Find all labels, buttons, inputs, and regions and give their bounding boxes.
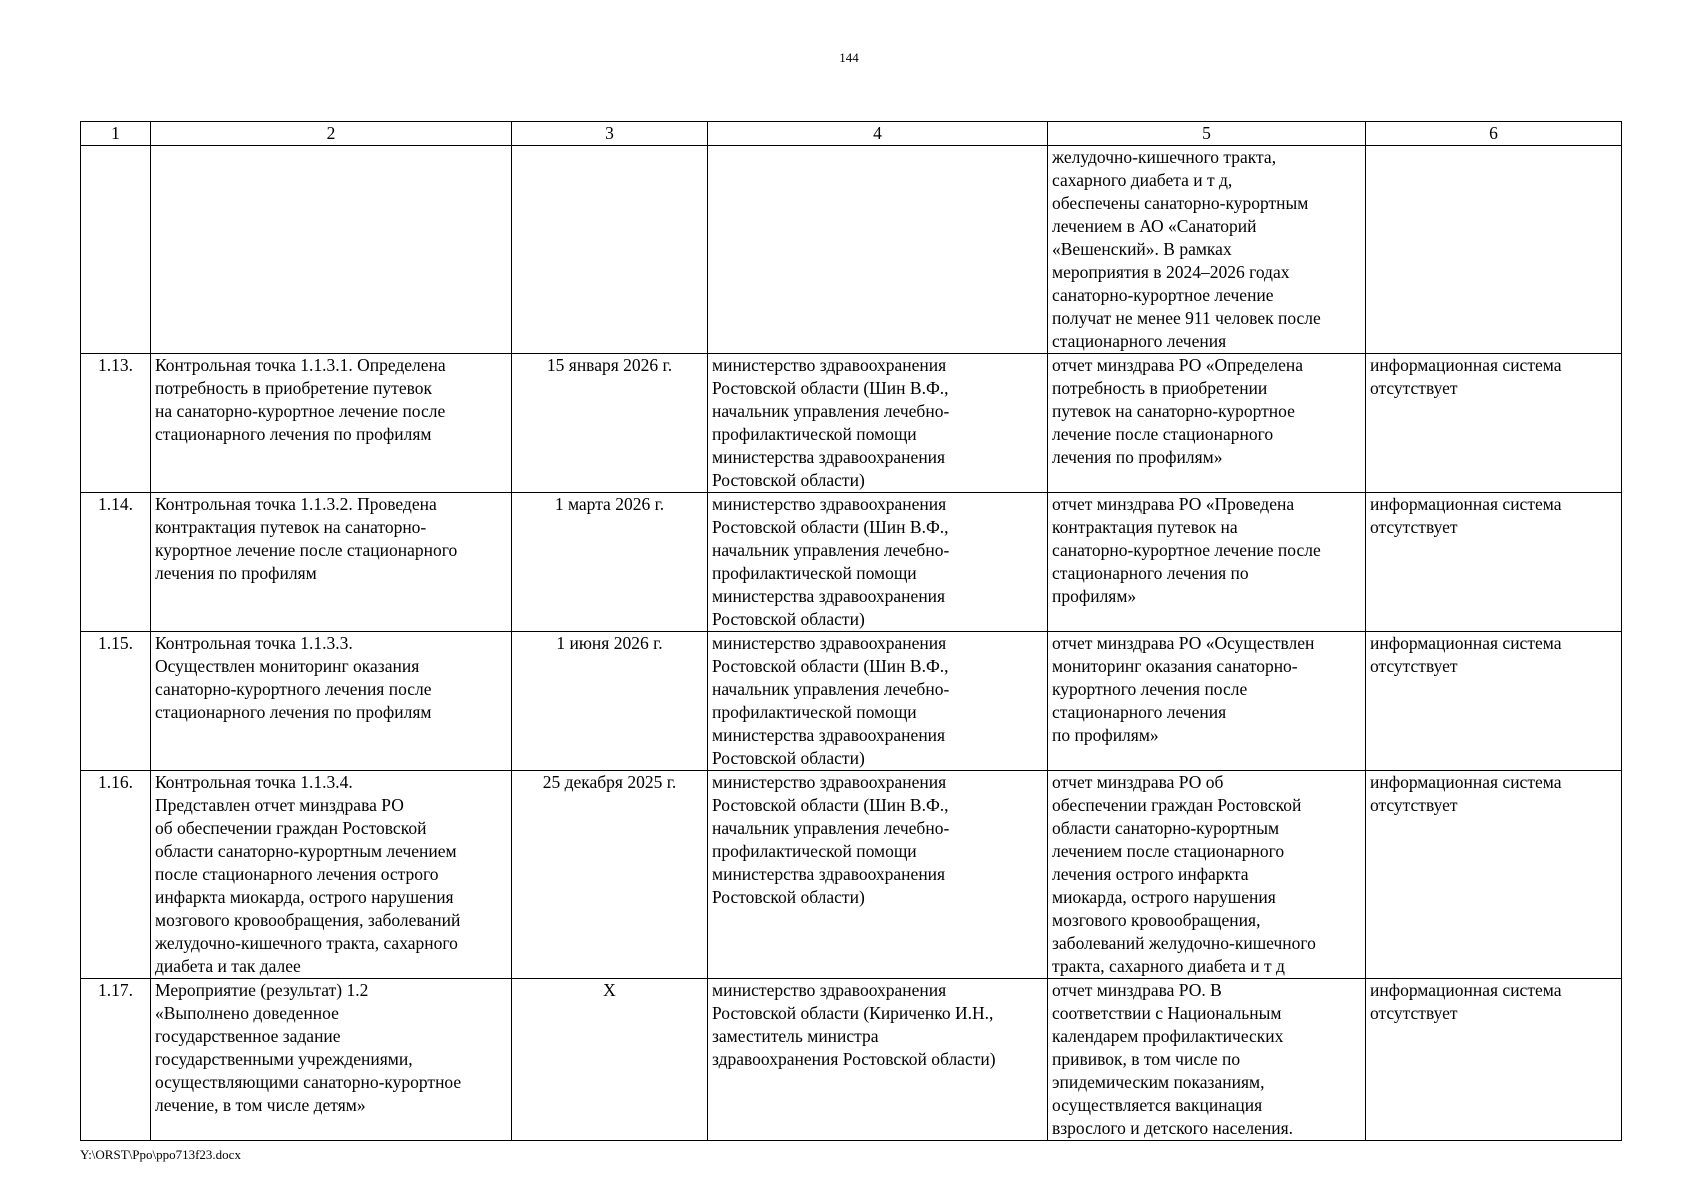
cell-number: 1.16.: [81, 771, 151, 979]
cell-name: Контрольная точка 1.1.3.1. Определена потребность в приобретение путевок на санаторно-курортное лечение после стационарного лечения по профилям: [151, 354, 512, 493]
cell-responsible: [708, 146, 1048, 354]
column-header: 2: [151, 122, 512, 146]
cell-result: отчет минздрава РО «Определена потребность в приобретении путевок на санаторно-курортное лечение после стационарного лечения по профилям»: [1048, 354, 1366, 493]
cell-responsible: министерство здравоохранения Ростовской области (Шин В.Ф., начальник управления лечебно- профилактической помощи министерства здравоохранения Ростовской области): [708, 354, 1048, 493]
cell-system: информационная система отсутствует: [1366, 632, 1622, 771]
table-row: [81, 632, 1622, 771]
cell-date: 15 января 2026 г.: [512, 354, 708, 493]
cell-result: отчет минздрава РО «Проведена контрактация путевок на санаторно-курортное лечение после стационарного лечения по профилям»: [1048, 493, 1366, 632]
cell-date: 25 декабря 2025 г.: [512, 771, 708, 979]
cell-date: [512, 146, 708, 354]
cell-number: 1.14.: [81, 493, 151, 632]
cell-result: отчет минздрава РО об обеспечении граждан Ростовской области санаторно-курортным лечением после стационарного лечения острого инфаркта миокарда, острого нарушения мозгового кровообращения, заболеваний желудочно-кишечного тракта, сахарного диабета и т д: [1048, 771, 1366, 979]
cell-number: [81, 146, 151, 354]
cell-date: X: [512, 979, 708, 1141]
cell-result: желудочно-кишечного тракта, сахарного диабета и т д, обеспечены санаторно-курортным лечением в АО «Санаторий «Вешенский». В рамках мероприятия в 2024–2026 годах санаторно-курортное лечение получат не менее 911 человек после стационарного лечения: [1048, 146, 1366, 354]
table-row: [81, 771, 1622, 979]
cell-result: отчет минздрава РО. В соответствии с Национальным календарем профилактических прививок, в том числе по эпидемическим показаниям, осуществляется вакцинация взрослого и детского населения.: [1048, 979, 1366, 1141]
table-row: [81, 493, 1622, 632]
cell-system: информационная система отсутствует: [1366, 493, 1622, 632]
column-header: 1: [81, 122, 151, 146]
column-header: 6: [1366, 122, 1622, 146]
cell-responsible: министерство здравоохранения Ростовской области (Шин В.Ф., начальник управления лечебно- профилактической помощи министерства здравоохранения Ростовской области): [708, 771, 1048, 979]
cell-date: 1 июня 2026 г.: [512, 632, 708, 771]
cell-system: информационная система отсутствует: [1366, 771, 1622, 979]
cell-responsible: министерство здравоохранения Ростовской области (Кириченко И.Н., заместитель министра здравоохранения Ростовской области): [708, 979, 1048, 1141]
cell-name: Мероприятие (результат) 1.2 «Выполнено доведенное государственное задание государственными учреждениями, осуществляющими санаторно-курортное лечение, в том числе детям»: [151, 979, 512, 1141]
cell-number: 1.17.: [81, 979, 151, 1141]
table-row: [81, 979, 1622, 1141]
cell-name: Контрольная точка 1.1.3.2. Проведена контрактация путевок на санаторно- курортное лечение после стационарного лечения по профилям: [151, 493, 512, 632]
cell-system: информационная система отсутствует: [1366, 354, 1622, 493]
page-number: 144: [839, 50, 859, 65]
table-row: [81, 354, 1622, 493]
cell-system: информационная система отсутствует: [1366, 979, 1622, 1141]
cell-result: отчет минздрава РО «Осуществлен мониторинг оказания санаторно- курортного лечения после стационарного лечения по профилям»: [1048, 632, 1366, 771]
table-header-row: [81, 122, 1622, 146]
table-row: [81, 146, 1622, 354]
cell-name: Контрольная точка 1.1.3.3. Осуществлен мониторинг оказания санаторно-курортного лечения после стационарного лечения по профилям: [151, 632, 512, 771]
column-header: 4: [708, 122, 1048, 146]
cell-system: [1366, 146, 1622, 354]
file-path-footer: Y:\ORST\Ppo\ppo713f23.docx: [80, 1147, 241, 1162]
cell-name: [151, 146, 512, 354]
cell-responsible: министерство здравоохранения Ростовской области (Шин В.Ф., начальник управления лечебно- профилактической помощи министерства здравоохранения Ростовской области): [708, 632, 1048, 771]
cell-date: 1 марта 2026 г.: [512, 493, 708, 632]
cell-responsible: министерство здравоохранения Ростовской области (Шин В.Ф., начальник управления лечебно- профилактической помощи министерства здравоохранения Ростовской области): [708, 493, 1048, 632]
cell-name: Контрольная точка 1.1.3.4. Представлен отчет минздрава РО об обеспечении граждан Ростовской области санаторно-курортным лечением после стационарного лечения острого инфаркта миокарда, острого нарушения мозгового кровообращения, заболеваний желудочно-кишечного тракта, сахарного диабета и так далее: [151, 771, 512, 979]
plan-table: [80, 121, 1622, 1141]
cell-number: 1.13.: [81, 354, 151, 493]
column-header: 3: [512, 122, 708, 146]
column-header: 5: [1048, 122, 1366, 146]
cell-number: 1.15.: [81, 632, 151, 771]
